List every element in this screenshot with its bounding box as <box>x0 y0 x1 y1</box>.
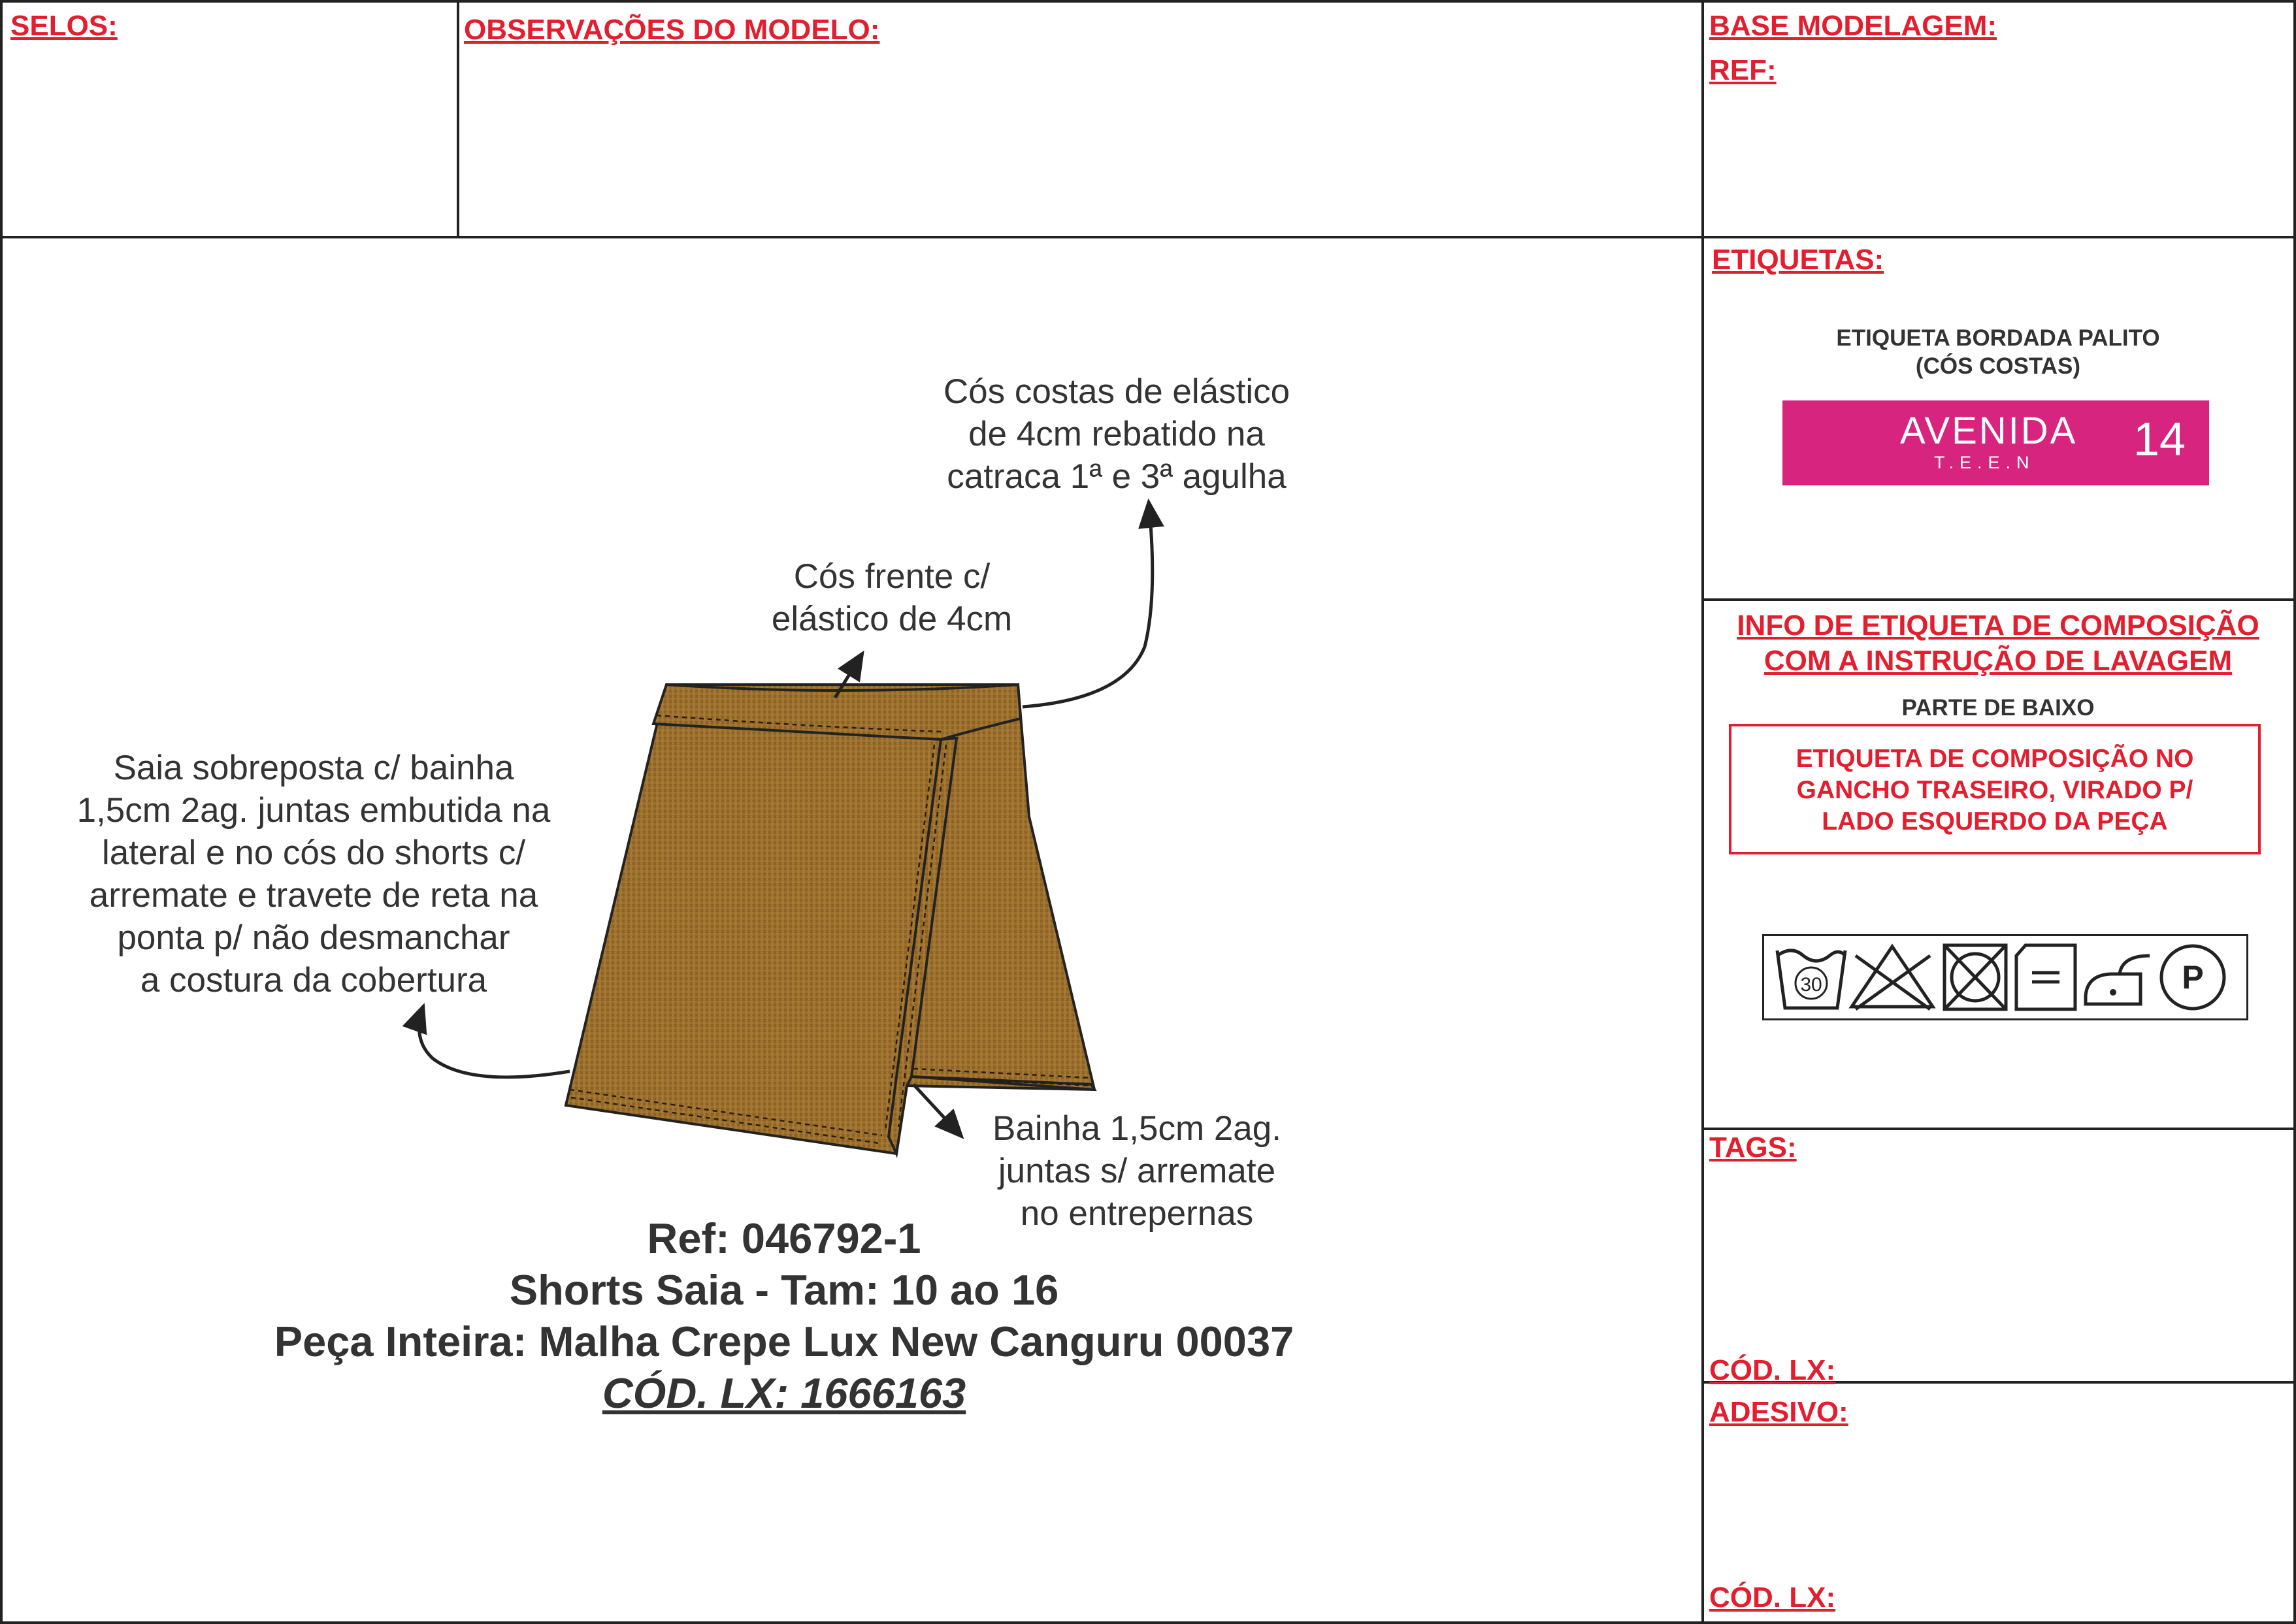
composition-line1: ETIQUETA DE COMPOSIÇÃO NO <box>1796 745 2194 773</box>
arrow-bainha <box>913 1084 962 1137</box>
border-bottom <box>0 1621 2296 1624</box>
product-fabric: Peça Inteira: Malha Crepe Lux New Canguru 00037 <box>274 1318 1294 1365</box>
etiqueta-title-line2: (CÓS COSTAS) <box>1915 353 2081 379</box>
svg-text:30: 30 <box>1800 974 1822 996</box>
composition-box <box>1729 724 2261 854</box>
arrow-cos-costas <box>1023 502 1153 707</box>
note-cos-frente <box>745 555 1039 640</box>
product-cod: CÓD. LX: 1666163 <box>602 1369 966 1417</box>
no-bleach-icon <box>1852 947 1933 1009</box>
note-cos-costas <box>911 370 1322 498</box>
composition-line2: GANCHO TRASEIRO, VIRADO P/ <box>1796 776 2193 804</box>
info-line2: COM A INSTRUÇÃO DE LAVAGEM <box>1763 645 2233 677</box>
tags-label: TAGS: <box>1709 1131 1797 1163</box>
iron-low-icon <box>2086 956 2150 1004</box>
note-cos-costas-line2: de 4cm rebatido na <box>968 415 1265 453</box>
arrow-saia <box>419 1006 570 1077</box>
tags-cod-lx: CÓD. LX: <box>1709 1354 1836 1386</box>
note-saia-line1: Saia sobreposta c/ bainha <box>113 749 514 787</box>
base-modelagem-label: BASE MODELAGEM: <box>1709 10 1997 42</box>
brand-label <box>1782 400 2209 485</box>
divider-info <box>1701 1128 2296 1130</box>
wash-30-icon <box>1777 950 1845 1008</box>
product-name: Shorts Saia - Tam: 10 ao 16 <box>509 1266 1059 1314</box>
note-saia-line3: lateral e no cós do shorts c/ <box>101 834 526 872</box>
brand-number: 14 <box>2133 414 2186 466</box>
divider-etiquetas <box>1701 598 2296 601</box>
parte-de-baixo: PARTE DE BAIXO <box>1901 695 2095 721</box>
note-bainha-line2: juntas s/ arremate <box>998 1152 1276 1190</box>
dry-clean-p-icon <box>2161 946 2224 1009</box>
note-saia-line6: a costura da cobertura <box>140 961 487 999</box>
note-saia-line2: 1,5cm 2ag. juntas embutida na <box>76 791 551 830</box>
brand-name: AVENIDA <box>1900 410 2078 452</box>
info-line1: INFO DE ETIQUETA DE COMPOSIÇÃO <box>1737 609 2259 641</box>
adesivo-cod-lx: CÓD. LX: <box>1709 1582 1836 1614</box>
selos-label: SELOS: <box>10 10 118 42</box>
note-cos-frente-line2: elástico de 4cm <box>771 600 1013 638</box>
dry-flat-icon <box>2016 945 2075 1009</box>
note-bainha-line3: no entrepernas <box>1020 1194 1254 1233</box>
observacoes-label: OBSERVAÇÕES DO MODELO: <box>464 14 880 46</box>
note-saia-line4: arremate e travete de reta na <box>89 876 538 915</box>
adesivo-label: ADESIVO: <box>1709 1396 1848 1428</box>
svg-text:P: P <box>2182 959 2204 996</box>
note-saia-line5: ponta p/ não desmanchar <box>117 918 510 957</box>
brand-sub: T.E.E.N <box>1934 453 2035 472</box>
note-cos-frente-line1: Cós frente c/ <box>793 557 991 596</box>
note-cos-costas-line1: Cós costas de elástico <box>943 372 1290 411</box>
product-ref: Ref: 046792-1 <box>647 1214 921 1262</box>
note-cos-costas-line3: catraca 1ª e 3ª agulha <box>947 457 1287 496</box>
composition-line3: LADO ESQUERDO DA PEÇA <box>1822 807 2168 836</box>
etiquetas-label: ETIQUETAS: <box>1712 244 1884 276</box>
etiqueta-title-line1: ETIQUETA BORDADA PALITO <box>1836 325 2160 351</box>
no-tumble-dry-icon <box>1944 945 2006 1009</box>
care-symbols-box <box>1762 934 2248 1020</box>
note-saia <box>33 747 595 1001</box>
note-bainha-line1: Bainha 1,5cm 2ag. <box>992 1109 1281 1148</box>
ref-label: REF: <box>1709 54 1777 86</box>
